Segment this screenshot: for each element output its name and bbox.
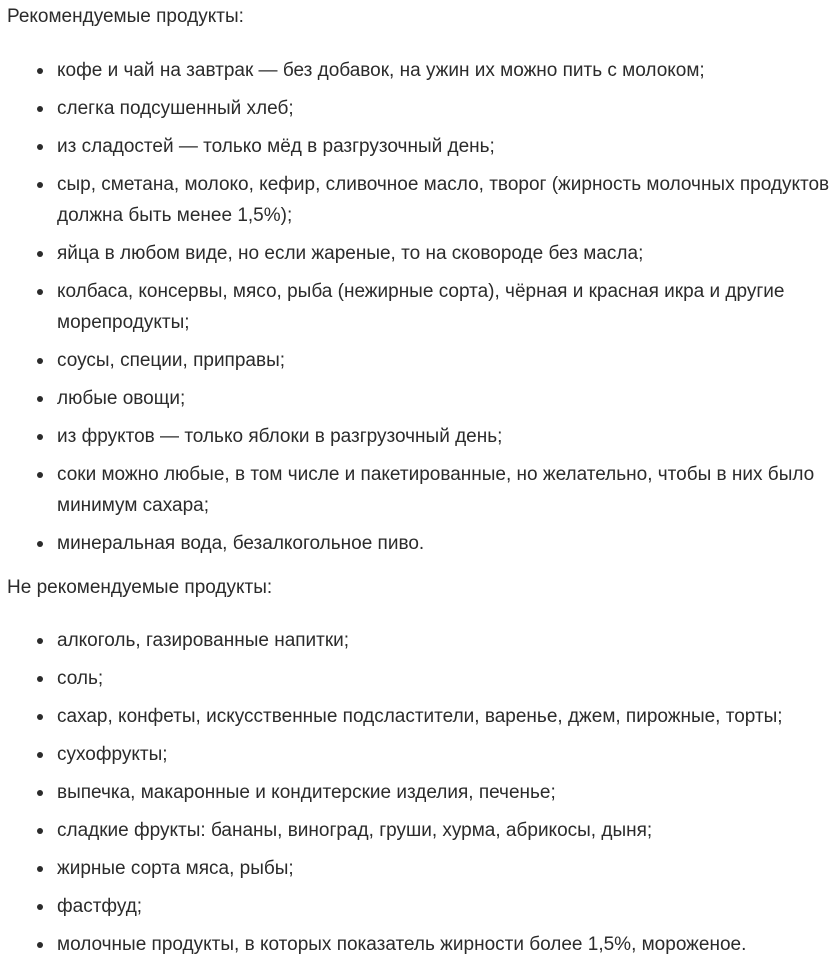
list-item: соки можно любые, в том числе и пакетированные, но желательно, чтобы в них было минимум сахара;: [7, 459, 833, 521]
list-item: сыр, сметана, молоко, кефир, сливочное масло, творог (жирность молочных продуктов должна быть менее 1,5%);: [7, 169, 833, 231]
list-item: из сладостей — только мёд в разгрузочный день;: [7, 131, 833, 162]
list-item: сладкие фрукты: бананы, виноград, груши, хурма, абрикосы, дыня;: [7, 815, 833, 846]
list-item: кофе и чай на завтрак — без добавок, на ужин их можно пить с молоком;: [7, 55, 833, 86]
list-item: соусы, специи, приправы;: [7, 345, 833, 376]
list-item: сахар, конфеты, искусственные подсластители, варенье, джем, пирожные, торты;: [7, 701, 833, 732]
not-recommended-products-heading: Не рекомендуемые продукты:: [7, 577, 273, 598]
recommended-products-list: [7, 55, 833, 559]
list-item: из фруктов — только яблоки в разгрузочный день;: [7, 421, 833, 452]
list-item: слегка подсушенный хлеб;: [7, 93, 833, 124]
list-item: алкоголь, газированные напитки;: [7, 625, 833, 656]
list-item: колбаса, консервы, мясо, рыба (нежирные сорта), чёрная и красная икра и другие морепродукты;: [7, 276, 833, 338]
list-item: молочные продукты, в которых показатель жирности более 1,5%, мороженое.: [7, 929, 833, 960]
list-item: сухофрукты;: [7, 739, 833, 770]
list-item: выпечка, макаронные и кондитерские изделия, печенье;: [7, 777, 833, 808]
list-item: соль;: [7, 663, 833, 694]
recommended-products-heading: Рекомендуемые продукты:: [7, 6, 244, 27]
list-item: яйца в любом виде, но если жареные, то на сковороде без масла;: [7, 238, 833, 269]
list-item: минеральная вода, безалкогольное пиво.: [7, 528, 833, 559]
list-item: жирные сорта мяса, рыбы;: [7, 853, 833, 884]
list-item: любые овощи;: [7, 383, 833, 414]
list-item: фастфуд;: [7, 891, 833, 922]
not-recommended-products-list: [7, 625, 833, 960]
